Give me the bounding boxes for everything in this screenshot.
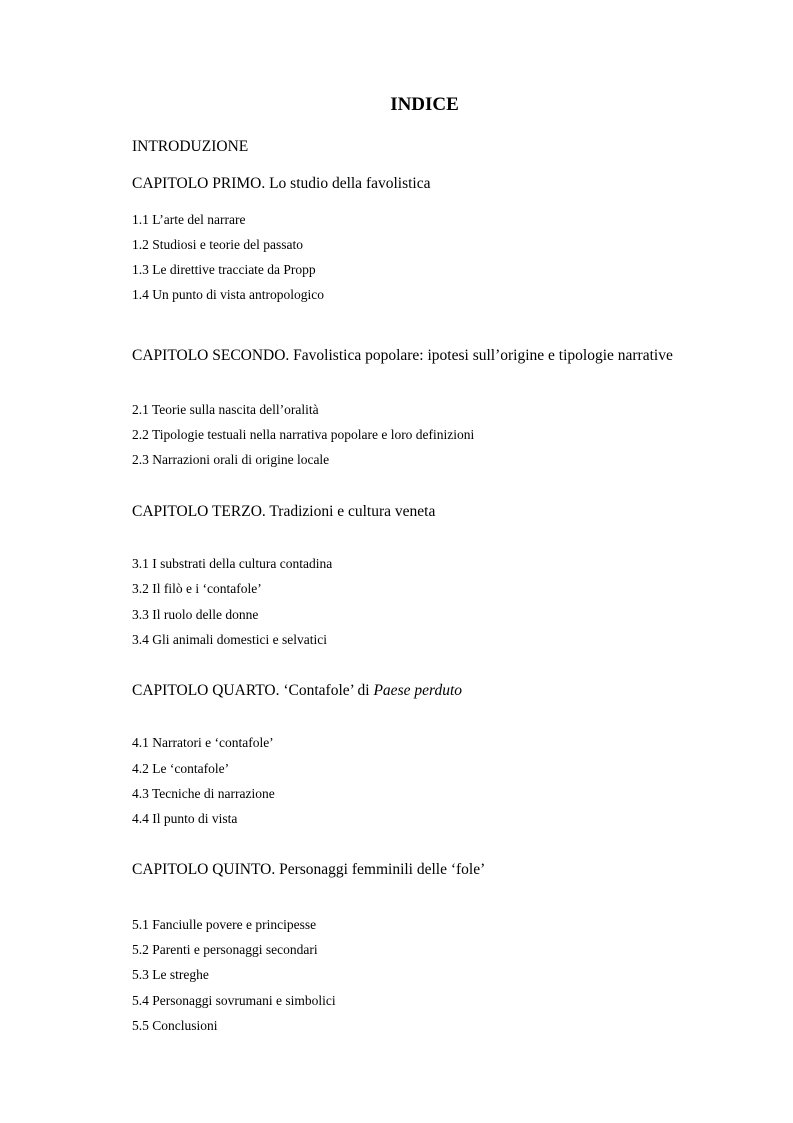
toc-introduction: INTRODUZIONE — [132, 138, 249, 155]
toc-entry-4-4: 4.4 Il punto di vista — [132, 811, 238, 826]
toc-entry-3-2: 3.2 Il filò e i ‘contafole’ — [132, 581, 262, 596]
chapter-5-heading: CAPITOLO QUINTO. Personaggi femminili delle ‘fole’ — [132, 861, 486, 878]
toc-entry-3-1: 3.1 I substrati della cultura contadina — [132, 556, 333, 571]
toc-entry-1-4: 1.4 Un punto di vista antropologico — [132, 287, 324, 302]
toc-entry-1-3: 1.3 Le direttive tracciate da Propp — [132, 262, 316, 277]
page-title: INDICE — [390, 94, 459, 115]
chapter-3-heading: CAPITOLO TERZO. Tradizioni e cultura veneta — [132, 503, 436, 520]
chapter-1-heading: CAPITOLO PRIMO. Lo studio della favolistica — [132, 175, 431, 192]
toc-entry-3-4: 3.4 Gli animali domestici e selvatici — [132, 632, 327, 647]
chapter-4-heading-italic: Paese perduto — [373, 682, 462, 699]
toc-entry-1-1: 1.1 L’arte del narrare — [132, 212, 246, 227]
toc-entry-5-5: 5.5 Conclusioni — [132, 1018, 218, 1033]
toc-entry-2-3: 2.3 Narrazioni orali di origine locale — [132, 452, 330, 467]
toc-entry-3-3: 3.3 Il ruolo delle donne — [132, 607, 259, 622]
toc-entry-5-3: 5.3 Le streghe — [132, 967, 209, 982]
toc-entry-5-1: 5.1 Fanciulle povere e principesse — [132, 917, 317, 932]
toc-entry-5-4: 5.4 Personaggi sovrumani e simbolici — [132, 993, 336, 1008]
toc-entry-5-2: 5.2 Parenti e personaggi secondari — [132, 942, 318, 957]
chapter-4-heading — [132, 681, 462, 701]
chapter-2-heading: CAPITOLO SECONDO. Favolistica popolare: ipotesi sull’origine e tipologie narrative — [132, 347, 673, 364]
toc-entry-4-1: 4.1 Narratori e ‘contafole’ — [132, 735, 274, 750]
toc-entry-1-2: 1.2 Studiosi e teorie del passato — [132, 237, 303, 252]
toc-entry-2-1: 2.1 Teorie sulla nascita dell’oralità — [132, 402, 319, 417]
chapter-4-heading-text: CAPITOLO QUARTO. ‘Contafole’ di — [132, 682, 374, 699]
toc-entry-2-2: 2.2 Tipologie testuali nella narrativa popolare e loro definizioni — [132, 427, 475, 442]
toc-entry-4-3: 4.3 Tecniche di narrazione — [132, 786, 275, 801]
toc-entry-4-2: 4.2 Le ‘contafole’ — [132, 761, 230, 776]
